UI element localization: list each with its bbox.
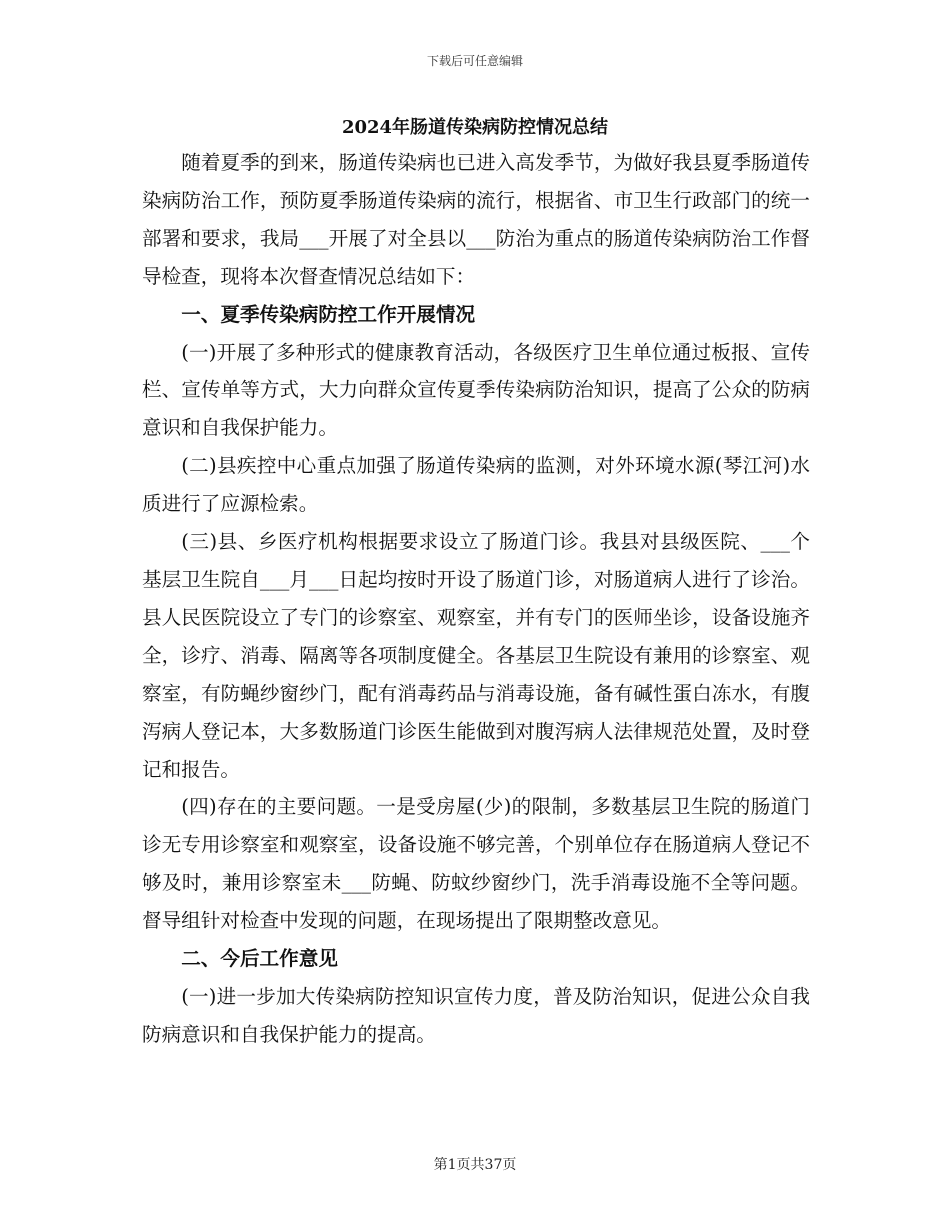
intro-paragraph: 随着夏季的到来，肠道传染病也已进入高发季节，为做好我县夏季肠道传染病防治工作，预防夏季肠道传染病的流行，根据省、市卫生行政部门的统一部署和要求，我局___开展了对全县以___防治为重点的肠道传染病防治工作督导检查，现将本次督查情况总结如下： <box>142 151 810 288</box>
paragraph-2-1: (一)进一步加大传染病防控知识宣传力度，普及防治知识，促进公众自我防病意识和自我保护能力的提高。 <box>142 984 810 1046</box>
paragraph-1-1: (一)开展了多种形式的健康教育活动，各级医疗卫生单位通过板报、宣传栏、宣传单等方式，大力向群众宣传夏季传染病防治知识，提高了公众的防病意识和自我保护能力。 <box>142 340 810 440</box>
paragraph-1-2: (二)县疾控中心重点加强了肠道传染病的监测，对外环境水源(琴江河)水质进行了应源检索。 <box>142 454 810 516</box>
document-body <box>142 144 810 1054</box>
page-number: 第1页共37页 <box>433 1157 517 1173</box>
section-heading-1: 一、夏季传染病防控工作开展情况 <box>181 302 476 326</box>
paragraph-1-3: (三)县、乡医疗机构根据要求设立了肠道门诊。我县对县级医院、___个基层卫生院自___月___日起均按时开设了肠道门诊，对肠道病人进行了诊治。县人民医院设立了专门的诊察室、观察室，并有专门的医师坐诊，设备设施齐全，诊疗、消毒、隔离等各项制度健全。各基层卫生院设有兼用的诊察室、观察室，有防蝇纱窗纱门，配有消毒药品与消毒设施，备有碱性蛋白冻水，有腹泻病人登记本，大多数肠道门诊医生能做到对腹泻病人法律规范处置，及时登记和报告。 <box>142 530 810 781</box>
paragraph-1-4: (四)存在的主要问题。一是受房屋(少)的限制，多数基层卫生院的肠道门诊无专用诊察室和观察室，设备设施不够完善，个别单位存在肠道病人登记不够及时，兼用诊察室未___防蝇、防蚊纱窗纱门，洗手消毒设施不全等问题。督导组针对检查中发现的问题，在现场提出了限期整改意见。 <box>142 795 810 933</box>
page-header-note: 下载后可任意编辑 <box>426 54 523 68</box>
section-heading-2: 二、今后工作意见 <box>181 947 338 971</box>
document-title: 2024年肠道传染病防控情况总结 <box>341 117 609 138</box>
